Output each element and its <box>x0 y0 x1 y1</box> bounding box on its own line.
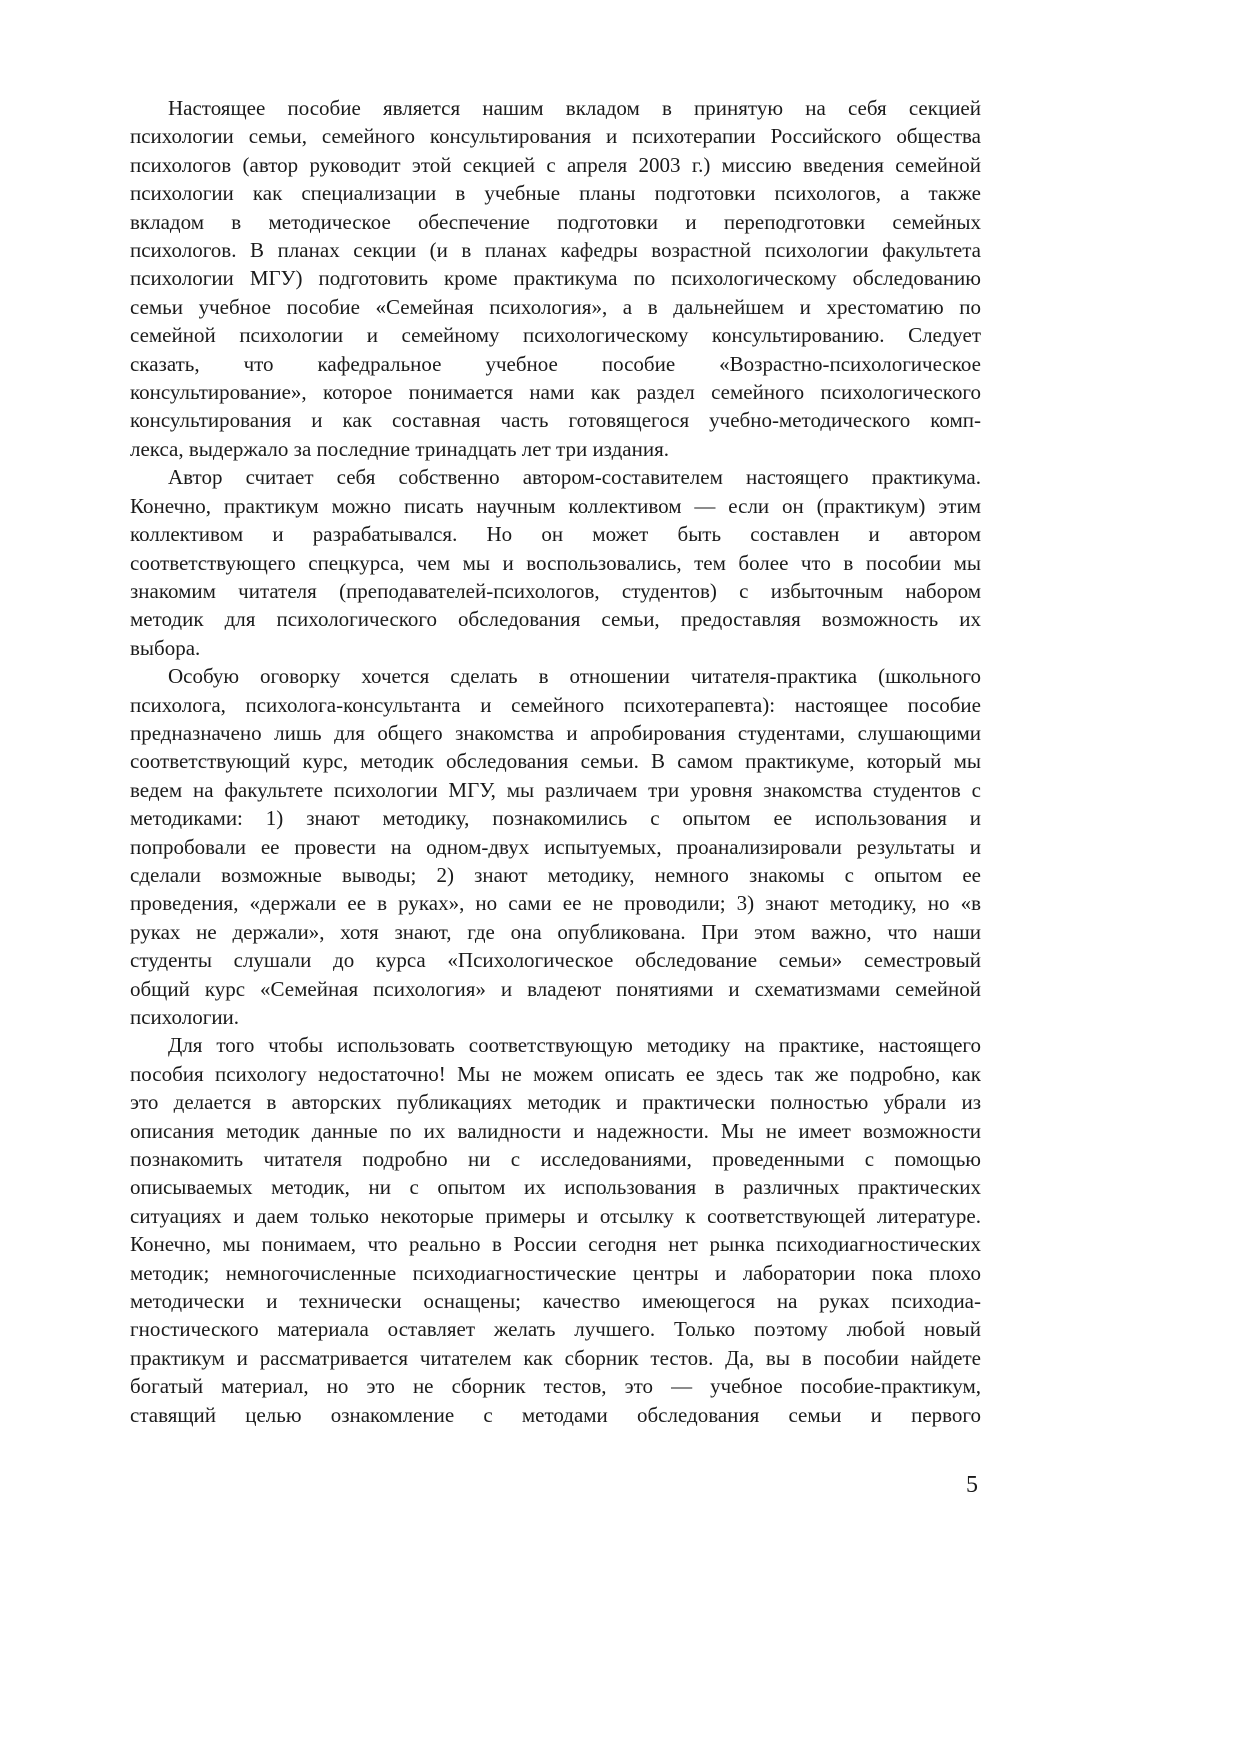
text-line: психологии как специализации в учебные планы подготовки психологов, а также <box>130 181 981 206</box>
text-line: познакомить читателя подробно ни с исследованиями, проведенными с помощью <box>130 1147 981 1172</box>
text-line: сказать, что кафедральное учебное пособие «Возрастно-психологическое <box>130 351 981 376</box>
paragraph <box>130 662 981 1031</box>
text-line: консультирования и как составная часть готовящегося учебно-методического комп- <box>130 408 981 433</box>
text-line: сделали возможные выводы; 2) знают методику, немного знакомы с опытом ее <box>130 862 981 887</box>
text-line: психологии МГУ) подготовить кроме практикума по психологическому обследованию <box>130 266 981 291</box>
text-line: Конечно, мы понимаем, что реально в России сегодня нет рынка психодиагностических <box>130 1232 981 1257</box>
page-number: 5 <box>966 1472 978 1498</box>
text-line: Конечно, практикум можно писать научным коллективом — если он (практикум) этим <box>130 493 981 518</box>
text-line: пособия психологу недостаточно! Мы не можем описать ее здесь так же подробно, как <box>130 1061 981 1086</box>
text-line: Настоящее пособие является нашим вкладом в принятую на себя секцией <box>168 96 981 120</box>
paragraph <box>130 94 981 463</box>
text-line: попробовали ее провести на одном-двух испытуемых, проанализировали результаты и <box>130 834 981 859</box>
text-line: предназначено лишь для общего знакомства и апробирования студентами, слушающими <box>130 720 981 745</box>
text-line: выбора. <box>130 635 201 660</box>
text-line: ведем на факультете психологии МГУ, мы различаем три уровня знакомства студентов с <box>130 777 981 802</box>
text-line: Автор считает себя собственно автором-составителем настоящего практикума. <box>168 465 981 490</box>
text-line: консультирование», которое понимается нами как раздел семейного психологического <box>130 380 981 405</box>
text-line: соответствующего спецкурса, чем мы и воспользовались, тем более что в пособии мы <box>130 550 981 575</box>
page-body <box>130 94 981 1429</box>
text-line: богатый материал, но это не сборник тестов, это — учебное пособие-практикум, <box>130 1374 981 1399</box>
text-line: семейной психологии и семейному психологическому консультированию. Следует <box>130 323 981 348</box>
text-line: методически и технически оснащены; качество имеющегося на руках психодиа- <box>130 1289 981 1314</box>
text-line: семьи учебное пособие «Семейная психология», а в дальнейшем и хрестоматию по <box>130 294 981 319</box>
text-line: психологов. В планах секции (и в планах кафедры возрастной психологии факультета <box>130 238 981 263</box>
text-line: Особую оговорку хочется сделать в отношении читателя-практика (школьного <box>168 664 981 689</box>
text-line: вкладом в методическое обеспечение подготовки и переподготовки семейных <box>130 209 981 234</box>
text-line: описываемых методик, ни с опытом их использования в различных практических <box>130 1175 981 1200</box>
text-line: методик для психологического обследования семьи, предоставляя возможность их <box>130 607 981 632</box>
text-line: ставящий целью ознакомление с методами обследования семьи и первого <box>130 1402 981 1427</box>
text-line: методик; немногочисленные психодиагностические центры и лаборатории пока плохо <box>130 1260 981 1285</box>
text-line: психологии. <box>130 1005 240 1029</box>
text-line: психологов (автор руководит этой секцией с апреля 2003 г.) миссию введения семейной <box>130 152 981 177</box>
text-line: описания методик данные по их валидности и надежности. Мы не имеет возможности <box>130 1118 981 1143</box>
text-line: соответствующий курс, методик обследования семьи. В самом практикуме, который мы <box>130 749 981 774</box>
paragraph <box>130 463 981 662</box>
text-line: практикум и рассматривается читателем как сборник тестов. Да, вы в пособии найдете <box>130 1345 981 1370</box>
text-line: Для того чтобы использовать соответствующую методику на практике, настоящего <box>168 1033 981 1058</box>
text-line: коллективом и разрабатывался. Но он может быть составлен и автором <box>130 522 981 547</box>
paragraph <box>130 1031 981 1429</box>
text-line: это делается в авторских публикациях методик и практически полностью убрали из <box>130 1090 981 1115</box>
text-line: психологии семьи, семейного консультирования и психотерапии Российского общества <box>130 124 981 149</box>
text-line: психолога, психолога-консультанта и семейного психотерапевта): настоящее пособие <box>130 692 981 717</box>
text-line: общий курс «Семейная психология» и владеют понятиями и схематизмами семейной <box>130 976 981 1001</box>
text-line: методиками: 1) знают методику, познакомились с опытом ее использования и <box>130 806 981 831</box>
text-line: руках не держали», хотя знают, где она опубликована. При этом важно, что наши <box>130 919 981 944</box>
text-line: гностического материала оставляет желать лучшего. Только поэтому любой новый <box>130 1317 981 1342</box>
text-line: знакомим читателя (преподавателей-психологов, студентов) с избыточным набором <box>130 578 981 603</box>
text-line: лекса, выдержало за последние тринадцать лет три издания. <box>130 436 669 461</box>
text-line: проведения, «держали ее в руках», но сами ее не проводили; 3) знают методику, но «в <box>130 891 981 916</box>
text-line: студенты слушали до курса «Психологическое обследование семьи» семестровый <box>130 948 981 973</box>
text-line: ситуациях и даем только некоторые примеры и отсылку к соответствующей литературе. <box>130 1203 981 1228</box>
